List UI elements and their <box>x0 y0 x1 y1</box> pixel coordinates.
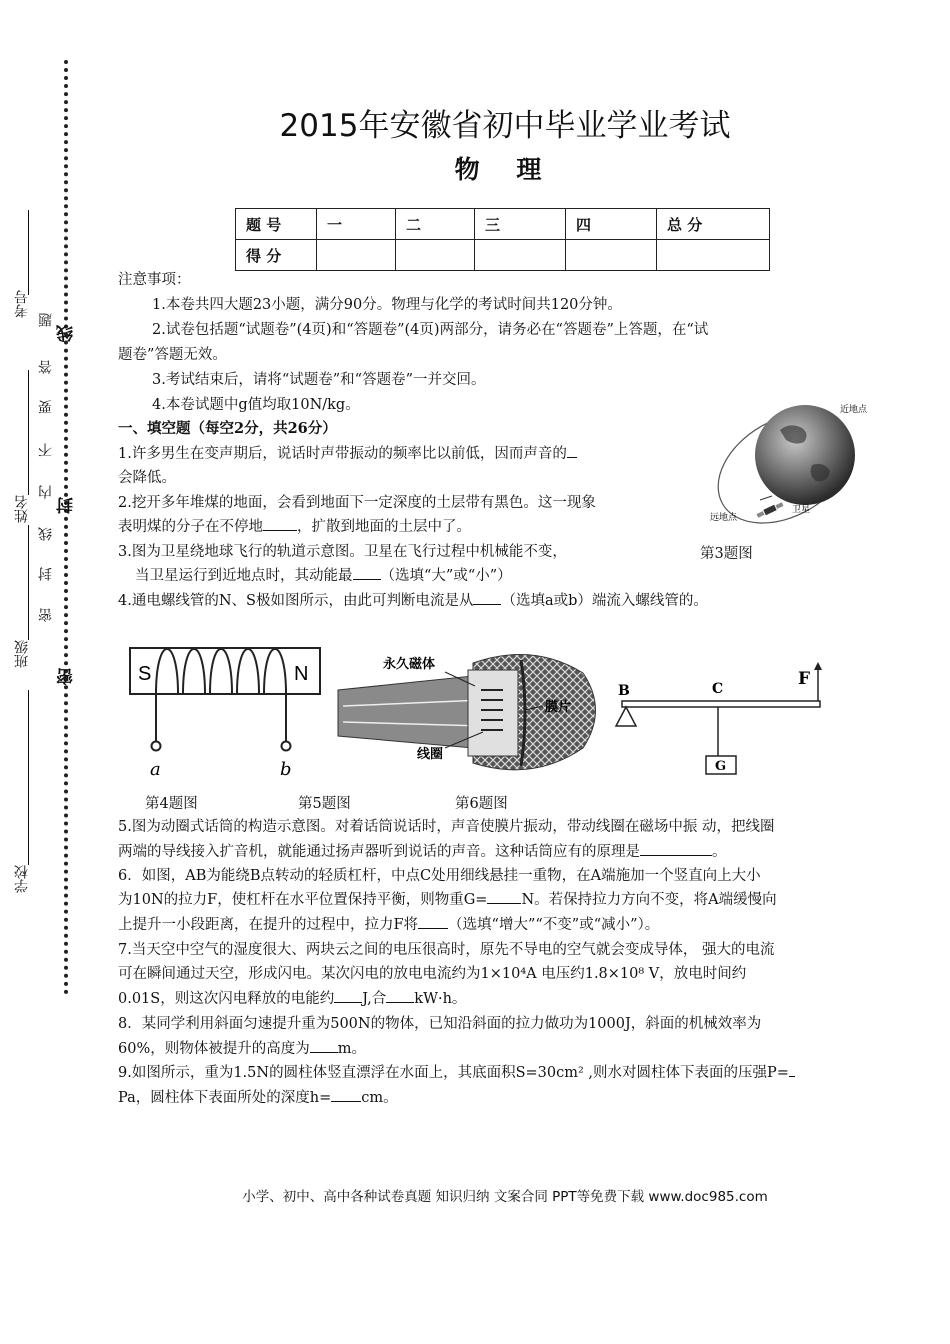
note-item: 4.本卷试题中g值均取10N/kg。 <box>152 397 360 413</box>
class-field[interactable] <box>28 525 29 640</box>
question-text: 当卫星运行到近地点时，其动能最 <box>135 568 353 584</box>
note-item: 题卷”答题无效。 <box>118 347 227 363</box>
fig6-caption: 第6题图 <box>455 796 508 812</box>
score-cell: 总 分 <box>657 209 770 240</box>
score-cell: 二 <box>396 209 475 240</box>
answer-blank[interactable] <box>789 1076 795 1077</box>
permanent-magnet <box>468 670 518 756</box>
question-text: 1.许多男生在变声期后，说话时声带振动的频率比以前低，因而声音的 <box>118 446 567 462</box>
question-text: m。 <box>337 1041 366 1057</box>
notice-char: 答 <box>38 360 54 374</box>
answer-blank[interactable] <box>334 1002 362 1003</box>
notice-char: 内 <box>38 485 54 499</box>
question-1-cont: 会降低。 <box>118 470 176 486</box>
question-1 <box>118 442 577 466</box>
pivot-triangle <box>616 707 636 726</box>
question-text: 0.01S，则这次闪电释放的电能约 <box>118 991 335 1007</box>
page-title: 2015年安徽省初中毕业学业考试 <box>279 108 731 144</box>
score-cell: 得 分 <box>236 240 317 271</box>
fig4-caption: 第4题图 <box>145 796 198 812</box>
solenoid-core <box>130 648 320 694</box>
question-3: 3.图为卫星绕地球飞行的轨道示意图。卫星在飞行过程中机械能不变， <box>118 544 567 560</box>
question-3-cont <box>135 564 512 588</box>
terminal-b-label: b <box>280 759 292 780</box>
score-input-cell[interactable] <box>566 240 657 271</box>
magnet-label: 永久磁体 <box>383 657 436 672</box>
score-table-header-row <box>236 209 770 240</box>
score-table <box>235 208 770 271</box>
question-9-cont <box>118 1086 398 1110</box>
notes-heading: 注意事项： <box>118 272 191 288</box>
answer-blank[interactable] <box>418 928 448 929</box>
exam-no-field[interactable] <box>28 210 29 295</box>
question-text: cm。 <box>361 1090 398 1106</box>
note-item: 2.试卷包括题“试题卷”(4页)和“答题卷”(4页)两部分，请务必在“答题卷”上答题，在“试 <box>152 322 709 338</box>
note-item: 1.本卷共四大题23小题，满分90分。物理与化学的考试时间共120分钟。 <box>152 297 622 313</box>
question-9 <box>118 1061 795 1085</box>
answer-blank[interactable] <box>353 579 381 580</box>
earth-globe <box>755 405 855 505</box>
question-8-cont <box>118 1037 366 1061</box>
answer-blank[interactable] <box>263 530 297 531</box>
question-6-cont2 <box>118 913 659 937</box>
notice-char: 要 <box>38 400 54 414</box>
fig5-microphone-figure <box>333 648 603 783</box>
seal-char-secret: 密 <box>57 668 77 685</box>
question-text: ，扩散到地面的土层中了。 <box>297 519 471 535</box>
answer-blank[interactable] <box>331 1101 361 1102</box>
question-7-cont: 可在瞬间通过天空，形成闪电。某次闪电的放电电流约为1×10⁴A 电压约1.8×10⁸ V，放电时间约 <box>118 966 747 982</box>
section-heading: 一、填空题（每空2分，共26分） <box>118 420 337 437</box>
page-footer: 小学、初中、高中各种试卷真题 知识归纳 文案合同 PPT等免费下载 www.doc985.com <box>242 1189 768 1205</box>
note-item: 3.考试结束后，请将“试题卷”和“答题卷”一并交回。 <box>152 372 486 388</box>
subject-title: 物 理 <box>454 155 556 184</box>
question-text: 60%，则物体被提升的高度为 <box>118 1041 310 1057</box>
score-cell: 题 号 <box>236 209 317 240</box>
name-label: 姓名 <box>14 495 30 523</box>
exam-no-label: 考号 <box>14 290 30 318</box>
question-text: 上提升一小段距离，在提升的过程中，拉力F将 <box>118 917 419 933</box>
weight-g-label: G <box>715 759 727 774</box>
score-cell: 一 <box>317 209 396 240</box>
satellite-icon <box>756 501 784 518</box>
notice-char: 不 <box>38 443 54 457</box>
question-text: Pa，圆柱体下表面所处的深度h= <box>118 1090 332 1106</box>
question-7-cont2 <box>118 987 466 1011</box>
fig3-orbit-figure <box>700 390 875 530</box>
diaphragm-label: 膜片 <box>545 700 572 715</box>
answer-blank[interactable] <box>386 1002 414 1003</box>
name-field[interactable] <box>28 370 29 495</box>
score-input-cell[interactable] <box>396 240 475 271</box>
fig4-solenoid-figure <box>128 640 328 785</box>
question-text: （选填a或b）端流入螺线管的。 <box>501 593 708 609</box>
satellite-label: 卫星 <box>792 505 811 515</box>
far-point-label: 远地点 <box>710 513 738 523</box>
fig5-caption: 第5题图 <box>298 796 351 812</box>
binding-dotted-line <box>64 60 68 995</box>
notice-char: 线 <box>38 527 54 541</box>
question-text: 4.通电螺线管的N、S极如图所示，由此可判断电流是从 <box>118 593 474 609</box>
question-5: 5.图为动圈式话筒的构造示意图。对着话筒说话时，声音使膜片振动，带动线圈在磁场中振 动，把线圈 <box>118 819 775 835</box>
score-input-cell[interactable] <box>317 240 396 271</box>
score-cell: 四 <box>566 209 657 240</box>
point-b-label: B <box>618 683 630 699</box>
answer-blank[interactable] <box>640 855 712 856</box>
question-text: N。若保持拉力方向不变，将A端缓慢向 <box>521 892 777 908</box>
terminal-a <box>152 742 161 751</box>
question-2-cont <box>118 515 471 539</box>
seal-char-line: 线 <box>57 325 77 342</box>
notice-char: 封 <box>38 567 54 581</box>
force-f-label: F <box>798 669 811 689</box>
question-text: （选填“大”或“小”） <box>380 568 512 584</box>
answer-blank[interactable] <box>487 903 521 904</box>
question-text: 为10N的拉力F，使杠杆在水平位置保持平衡，则物重G= <box>118 892 488 908</box>
orbit-arrow <box>760 496 772 500</box>
answer-blank[interactable] <box>567 457 577 458</box>
terminal-b <box>282 742 291 751</box>
microphone-handle <box>338 676 473 748</box>
notice-char: 密 <box>38 608 54 622</box>
question-2: 2.挖开多年堆煤的地面，会看到地面下一定深度的土层带有黑色。这一现象 <box>118 495 596 511</box>
near-point-label: 近地点 <box>840 405 868 415</box>
school-field[interactable] <box>28 690 29 865</box>
coil-label: 线圈 <box>417 747 444 762</box>
pole-n-label: N <box>294 663 309 685</box>
question-text: J,合 <box>362 991 387 1007</box>
class-label: 班级 <box>14 640 30 668</box>
question-7: 7.当天空中空气的湿度很大、两块云之间的电压很高时，原先不导电的空气就会变成导体， 强大的电流 <box>118 942 775 958</box>
seal-char-seal: 封 <box>57 497 77 514</box>
question-text: 。 <box>712 844 727 860</box>
score-input-cell[interactable] <box>657 240 770 271</box>
question-text: 两端的导线接入扩音机，就能通过扬声器听到说话的声音。这种话筒应有的原理是 <box>118 844 640 860</box>
answer-blank[interactable] <box>310 1052 338 1053</box>
fig6-lever-figure <box>612 660 832 785</box>
question-text: 9.如图所示，重为1.5N的圆柱体竖直漂浮在水面上，其底面积S=30cm² ,则水对圆柱体下表面的压强P= <box>118 1065 789 1081</box>
pole-s-label: S <box>138 663 152 685</box>
answer-blank[interactable] <box>473 604 501 605</box>
question-text: （选填“增大”“不变”或“减小”）。 <box>448 917 660 933</box>
notice-char: 题 <box>38 313 54 327</box>
point-c-label: C <box>712 681 724 697</box>
score-input-cell[interactable] <box>475 240 566 271</box>
question-4 <box>118 589 708 613</box>
question-text: kW·h。 <box>414 991 467 1007</box>
question-6-cont <box>118 888 777 912</box>
score-cell: 三 <box>475 209 566 240</box>
fig3-caption: 第3题图 <box>700 546 753 562</box>
question-6: 6．如图，AB为能绕B点转动的轻质杠杆，中点C处用细线悬挂一重物，在A端施加一个竖直向上大小 <box>118 868 761 884</box>
score-table-score-row <box>236 240 770 271</box>
lever-bar <box>622 701 820 707</box>
question-text: 表明煤的分子在不停地 <box>118 519 263 535</box>
question-5-cont <box>118 840 727 864</box>
question-8: 8．某同学利用斜面匀速提升重为500N的物体，已知沿斜面的拉力做功为1000J，斜面的机械效率为 <box>118 1016 762 1032</box>
school-label: 学校 <box>14 865 30 893</box>
terminal-a-label: a <box>150 759 161 780</box>
